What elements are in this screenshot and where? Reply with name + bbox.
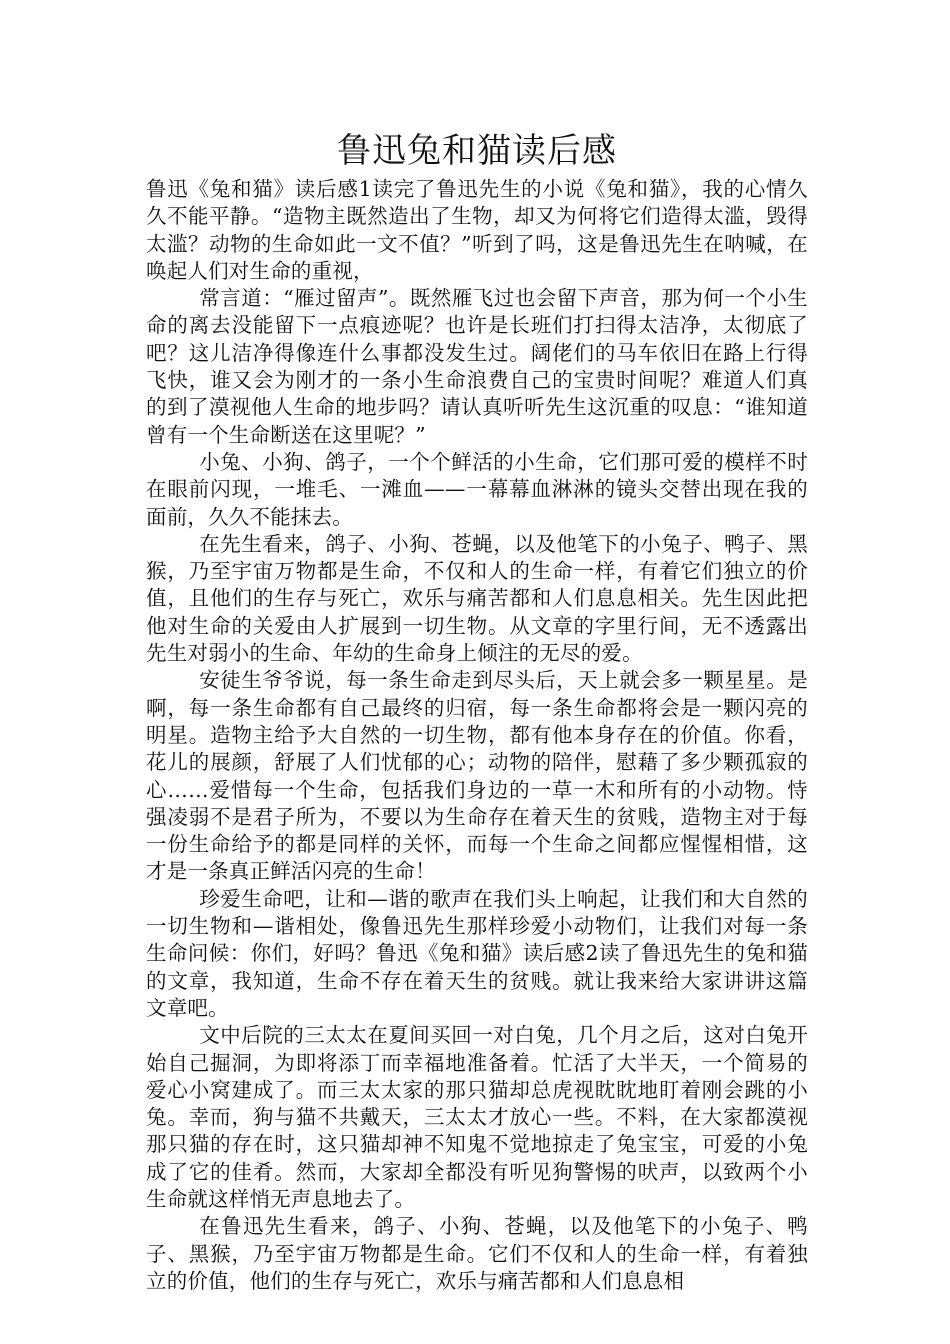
paragraph-1: 鲁迅《兔和猫》读后感1读完了鲁迅先生的小说《兔和猫》，我的心情久久不能平静。“造物主既然造出了生物，却又为何将它们造得太滥，毁得太滥？动物的生命如此一文不值？”听到了吗，这是鲁迅先生在呐喊，在唤起人们对生命的重视， [146, 177, 808, 283]
paragraph-5: 安徒生爷爷说，每一条生命走到尽头后，天上就会多一颗星星。是啊，每一条生命都有自己最终的归宿，每一条生命都将会是一颗闪亮的明星。造物主给予大自然的一切生物，都有他本身存在的价值。你看，花儿的展颜，舒展了人们忧郁的心；动物的陪伴，慰藉了多少颗孤寂的心……爱惜每一个生命，包括我们身边的一草一木和所有的小动物。恃强凌弱不是君子所为，不要以为生命存在着天生的贫贱，造物主对于每一份生命给予的都是同样的关怀，而每一个生命之间都应惺惺相惜，这才是一条真正鲜活闪亮的生命！ [146, 668, 808, 884]
paragraph-4: 在先生看来，鸽子、小狗、苍蝇，以及他笔下的小兔子、鸭子、黑猴，乃至宇宙万物都是生命，不仅和人的生命一样，有着它们独立的价值，且他们的生存与死亡，欢乐与痛苦都和人们息息相关。先生因此把他对生命的关爱由人扩展到一切生物。从文章的字里行间，无不透露出先生对弱小的生命、年幼的生命身上倾注的无尽的爱。 [146, 531, 808, 666]
paragraph-2: 常言道：“雁过留声”。既然雁飞过也会留下声音，那为何一个小生命的离去没能留下一点痕迹呢？也许是长班们打扫得太洁净，太彻底了吧？这儿洁净得像连什么事都没发生过。阔佬们的马车依旧在路上行得飞快，谁又会为刚才的一条小生命浪费自己的宝贵时间呢？难道人们真的到了漠视他人生命的地步吗？请认真听听先生这沉重的叹息：“谁知道曾有一个生命断送在这里呢？” [146, 286, 808, 447]
paragraph-8: 在鲁迅先生看来，鸽子、小狗、苍蝇，以及他笔下的小兔子、鸭子、黑猴，乃至宇宙万物都是生命。它们不仅和人的生命一样，有着独立的价值，他们的生存与死亡，欢乐与痛苦都和人们息息相 [146, 1214, 808, 1293]
paragraph-3: 小兔、小狗、鸽子，一个个鲜活的小生命，它们那可爱的模样不时在眼前闪现，一堆毛、一滩血——一幕幕血淋淋的镜头交替出现在我的面前，久久不能抹去。 [146, 449, 808, 529]
document-title: 鲁迅兔和猫读后感 [337, 131, 617, 171]
document-page [146, 128, 808, 1295]
paragraph-6: 珍爱生命吧，让和—谐的歌声在我们头上响起，让我们和大自然的一切生物和—谐相处，像鲁迅先生那样珍爱小动物们，让我们对每一条生命问候：你们，好吗？鲁迅《兔和猫》读后感2读了鲁迅先生的兔和猫的文章，我知道，生命不存在着天生的贫贱。就让我来给大家讲讲这篇文章吧。 [146, 886, 808, 1020]
paragraph-7: 文中后院的三太太在夏间买回一对白兔，几个月之后，这对白兔开始自己掘洞，为即将添丁而幸福地准备着。忙活了大半天，一个简易的爱心小窝建成了。而三太太家的那只猫却总虎视眈眈地盯着刚会跳的小兔。幸而，狗与猫不共戴天，三太太才放心一些。不料，在大家都漠视那只猫的存在时，这只猫却神不知鬼不觉地掠走了兔宝宝，可爱的小兔成了它的佳肴。然而，大家却全都没有听见狗警惕的吠声，以致两个小生命就这样悄无声息地去了。 [146, 1023, 808, 1211]
